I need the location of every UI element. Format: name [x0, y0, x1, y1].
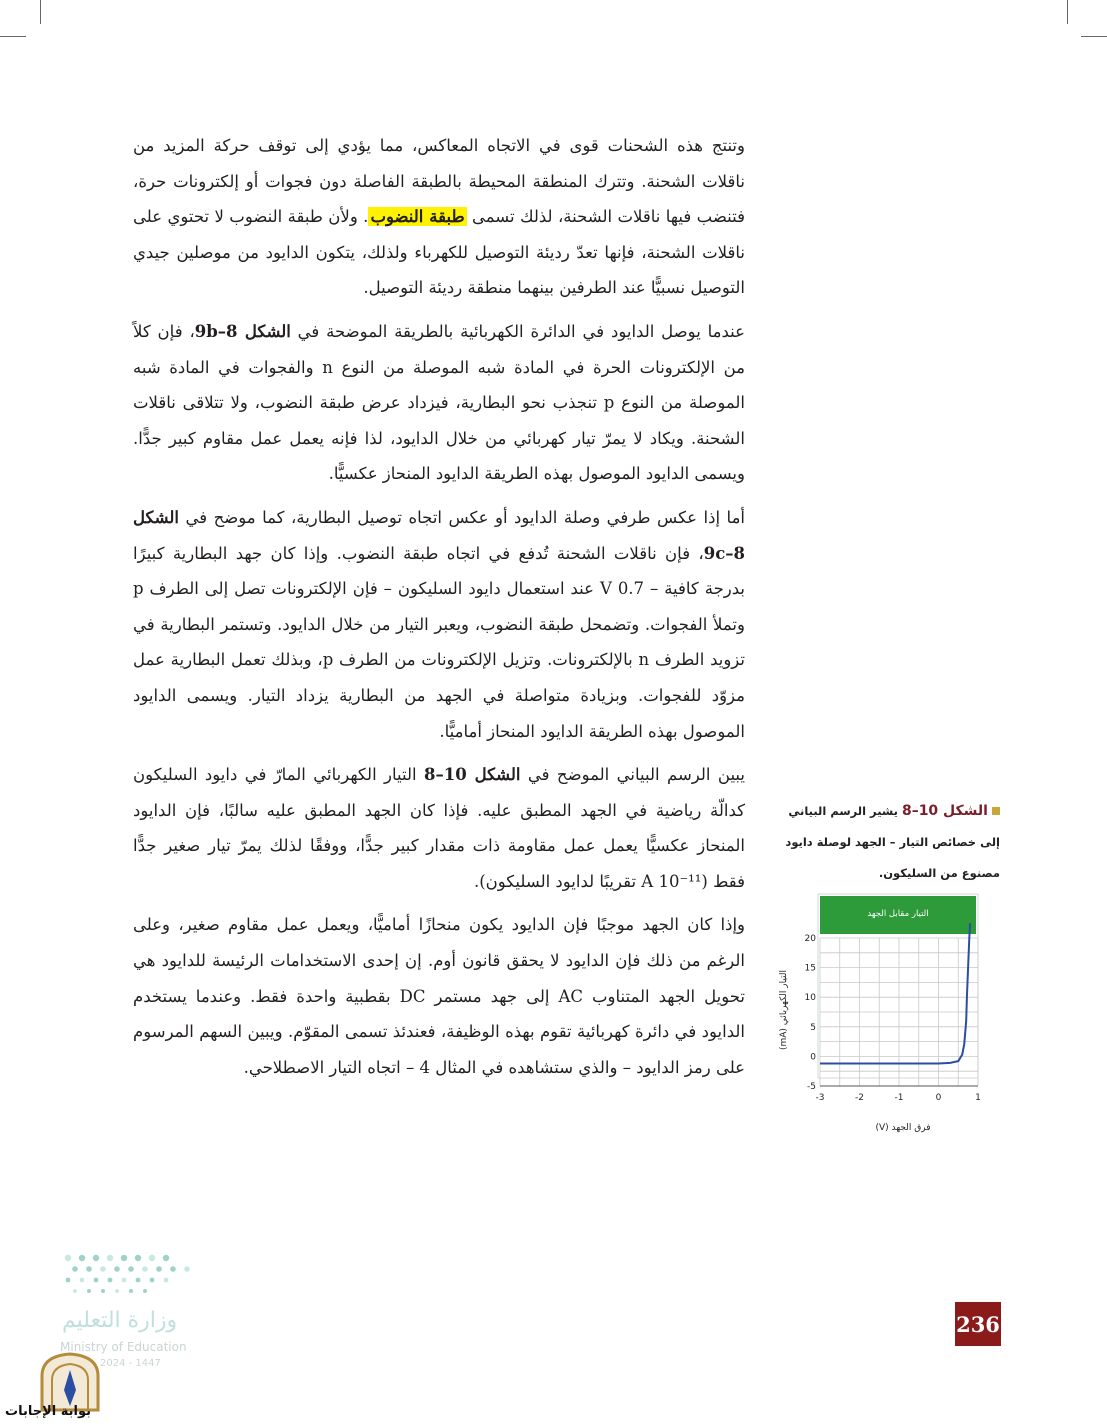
crop-mark	[40, 0, 41, 24]
paragraph: يبين الرسم البياني الموضح في الشكل 10–8 التيار الكهربائي المارّ في دايود السليكون كدالّة رياضية في الجهد المطبق عليه. فإذا كان الجهد المطبق عليه سالبًا، فإن الدايود المنحاز عكسيًّا يعمل عمل مقاومة ذات مقدار كبير جدًّا، ووفقًا لذلك يمرّ تيار صغير جدًّا فقط (A 10⁻¹¹ تقريبًا لدايود السليكون).	[133, 765, 745, 891]
paragraph: عندما يوصل الدايود في الدائرة الكهربائية بالطريقة الموضحة في الشكل 9b–8، فإن كلاً من الإلكترونات الحرة في المادة شبه الموصلة من النوع n والفجوات في المادة شبه الموصلة من النوع p تنجذب نحو البطارية، فيزداد عرض طبقة النضوب، ولا تتلاقى ناقلات الشحنة. ويكاد لا يمرّ تيار كهربائي من خلال الدايود، لذا فإنه يعمل عمل مقاوم كبير جدًّا. ويسمى الدايود الموصول بهذه الطريقة الدايود المنحاز عكسيًّا.	[133, 321, 746, 484]
chart-svg	[770, 892, 990, 1142]
paragraph: وتنتج هذه الشحنات قوى في الاتجاه المعاكس، مما يؤدي إلى توقف حركة المزيد من ناقلات الشحنة. وتترك المنطقة المحيطة بالطبقة الفاصلة دون فجوات أو إلكترونات حرة، فتنضب فيها ناقلات الشحنة، لذلك تسمى طبقة النضوب. ولأن طبقة النضوب لا تحتوي على ناقلات الشحنة، فإنها تعدّ رديئة التوصيل للكهرباء ولذلك، يتكون الدايود من موصلين جيدي التوصيل نسبيًّا عند الطرفين بينهما منطقة رديئة التوصيل.	[133, 136, 745, 298]
x-tick-label: -1	[894, 1093, 904, 1103]
bullet-square-icon	[992, 807, 1000, 815]
body-text	[133, 128, 745, 1093]
y-tick-label: 5	[810, 1022, 816, 1033]
x-tick-label: -2	[855, 1093, 864, 1103]
figure-label: الشكل 10–8	[901, 803, 988, 819]
x-axis-label: فرق الجهد (V)	[875, 1123, 931, 1133]
y-tick-label: 10	[804, 993, 816, 1004]
crop-mark	[1067, 0, 1068, 24]
figure-caption	[770, 796, 1000, 889]
iv-chart	[770, 892, 990, 1142]
crop-mark	[0, 36, 26, 37]
paragraph: أما إذا عكس طرفي وصلة الدايود أو عكس اتجاه توصيل البطارية، كما موضح في الشكل 9c–8، فإن ناقلات الشحنة تُدفع في اتجاه طبقة النضوب. وإذا كان جهد البطارية كبيرًا بدرجة كافية – 0.7 V عند استعمال دايود السليكون – فإن الإلكترونات تصل إلى الطرف p وتملأ الفجوات. وتضمحل طبقة النضوب، ويعبر التيار من خلال الدايود. وتستمر البطارية في تزويد الطرف n بالإلكترونات. وتزيل الإلكترونات من الطرف p، وبذلك تعمل البطارية عمل مزوّد للفجوات. وبزيادة متواصلة في الجهد من البطارية يزداد التيار. ويسمى الدايود الموصول بهذه الطريقة الدايود المنحاز أماميًّا.	[133, 507, 745, 741]
x-tick-label: 1	[975, 1093, 981, 1103]
ministry-dots-icon	[62, 1252, 202, 1304]
figure-reference: الشكل 9b–8	[194, 321, 291, 341]
y-tick-label: -5	[807, 1082, 816, 1092]
crop-mark	[1081, 36, 1107, 37]
x-tick-label: -3	[815, 1093, 825, 1103]
watermark-label: بوابة الإجابات	[5, 1404, 91, 1419]
figure-reference: الشكل 10–8	[423, 765, 521, 785]
figure-reference: الشكل 9c–8	[133, 507, 745, 563]
ministry-name-english: Ministry of Education	[60, 1340, 187, 1354]
y-tick-label: 20	[804, 934, 816, 944]
paragraph: وإذا كان الجهد موجبًا فإن الدايود يكون منحازًا أماميًّا، ويعمل عمل مقاوم صغير، وعلى الرغم من ذلك فإن الدايود لا يحقق قانون أوم. إن إحدى الاستخدامات الرئيسة للدايود هي تحويل الجهد المتناوب AC إلى جهد مستمر DC بقطبية واحدة فقط. وعندما يستخدم الدايود في دائرة كهربائية تقوم بهذه الوظيفة، فعندئذ تسمى المقوّم. ويبين السهم المرسوم على رمز الدايود – والذي ستشاهده في المثال 4 – اتجاه التيار الاصطلاحي.	[133, 915, 745, 1077]
y-tick-label: 15	[804, 963, 816, 974]
caption-text: يشير الرسم البياني إلى خصائص التيار – الجهد لوصلة دايود مصنوع من السليكون.	[785, 804, 1000, 880]
page-number: 236	[955, 1302, 1001, 1346]
highlighted-term: طبقة النضوب	[370, 207, 465, 227]
y-tick-label: 0	[810, 1052, 816, 1063]
x-tick-label: 0	[935, 1093, 942, 1103]
ministry-name-arabic: وزارة التعليم	[62, 1308, 178, 1333]
chart-title: التيار مقابل الجهد	[867, 909, 929, 919]
ministry-year: 2024 - 1447	[100, 1358, 161, 1369]
y-axis-label: التيار الكهربائي (mA)	[779, 969, 789, 1051]
